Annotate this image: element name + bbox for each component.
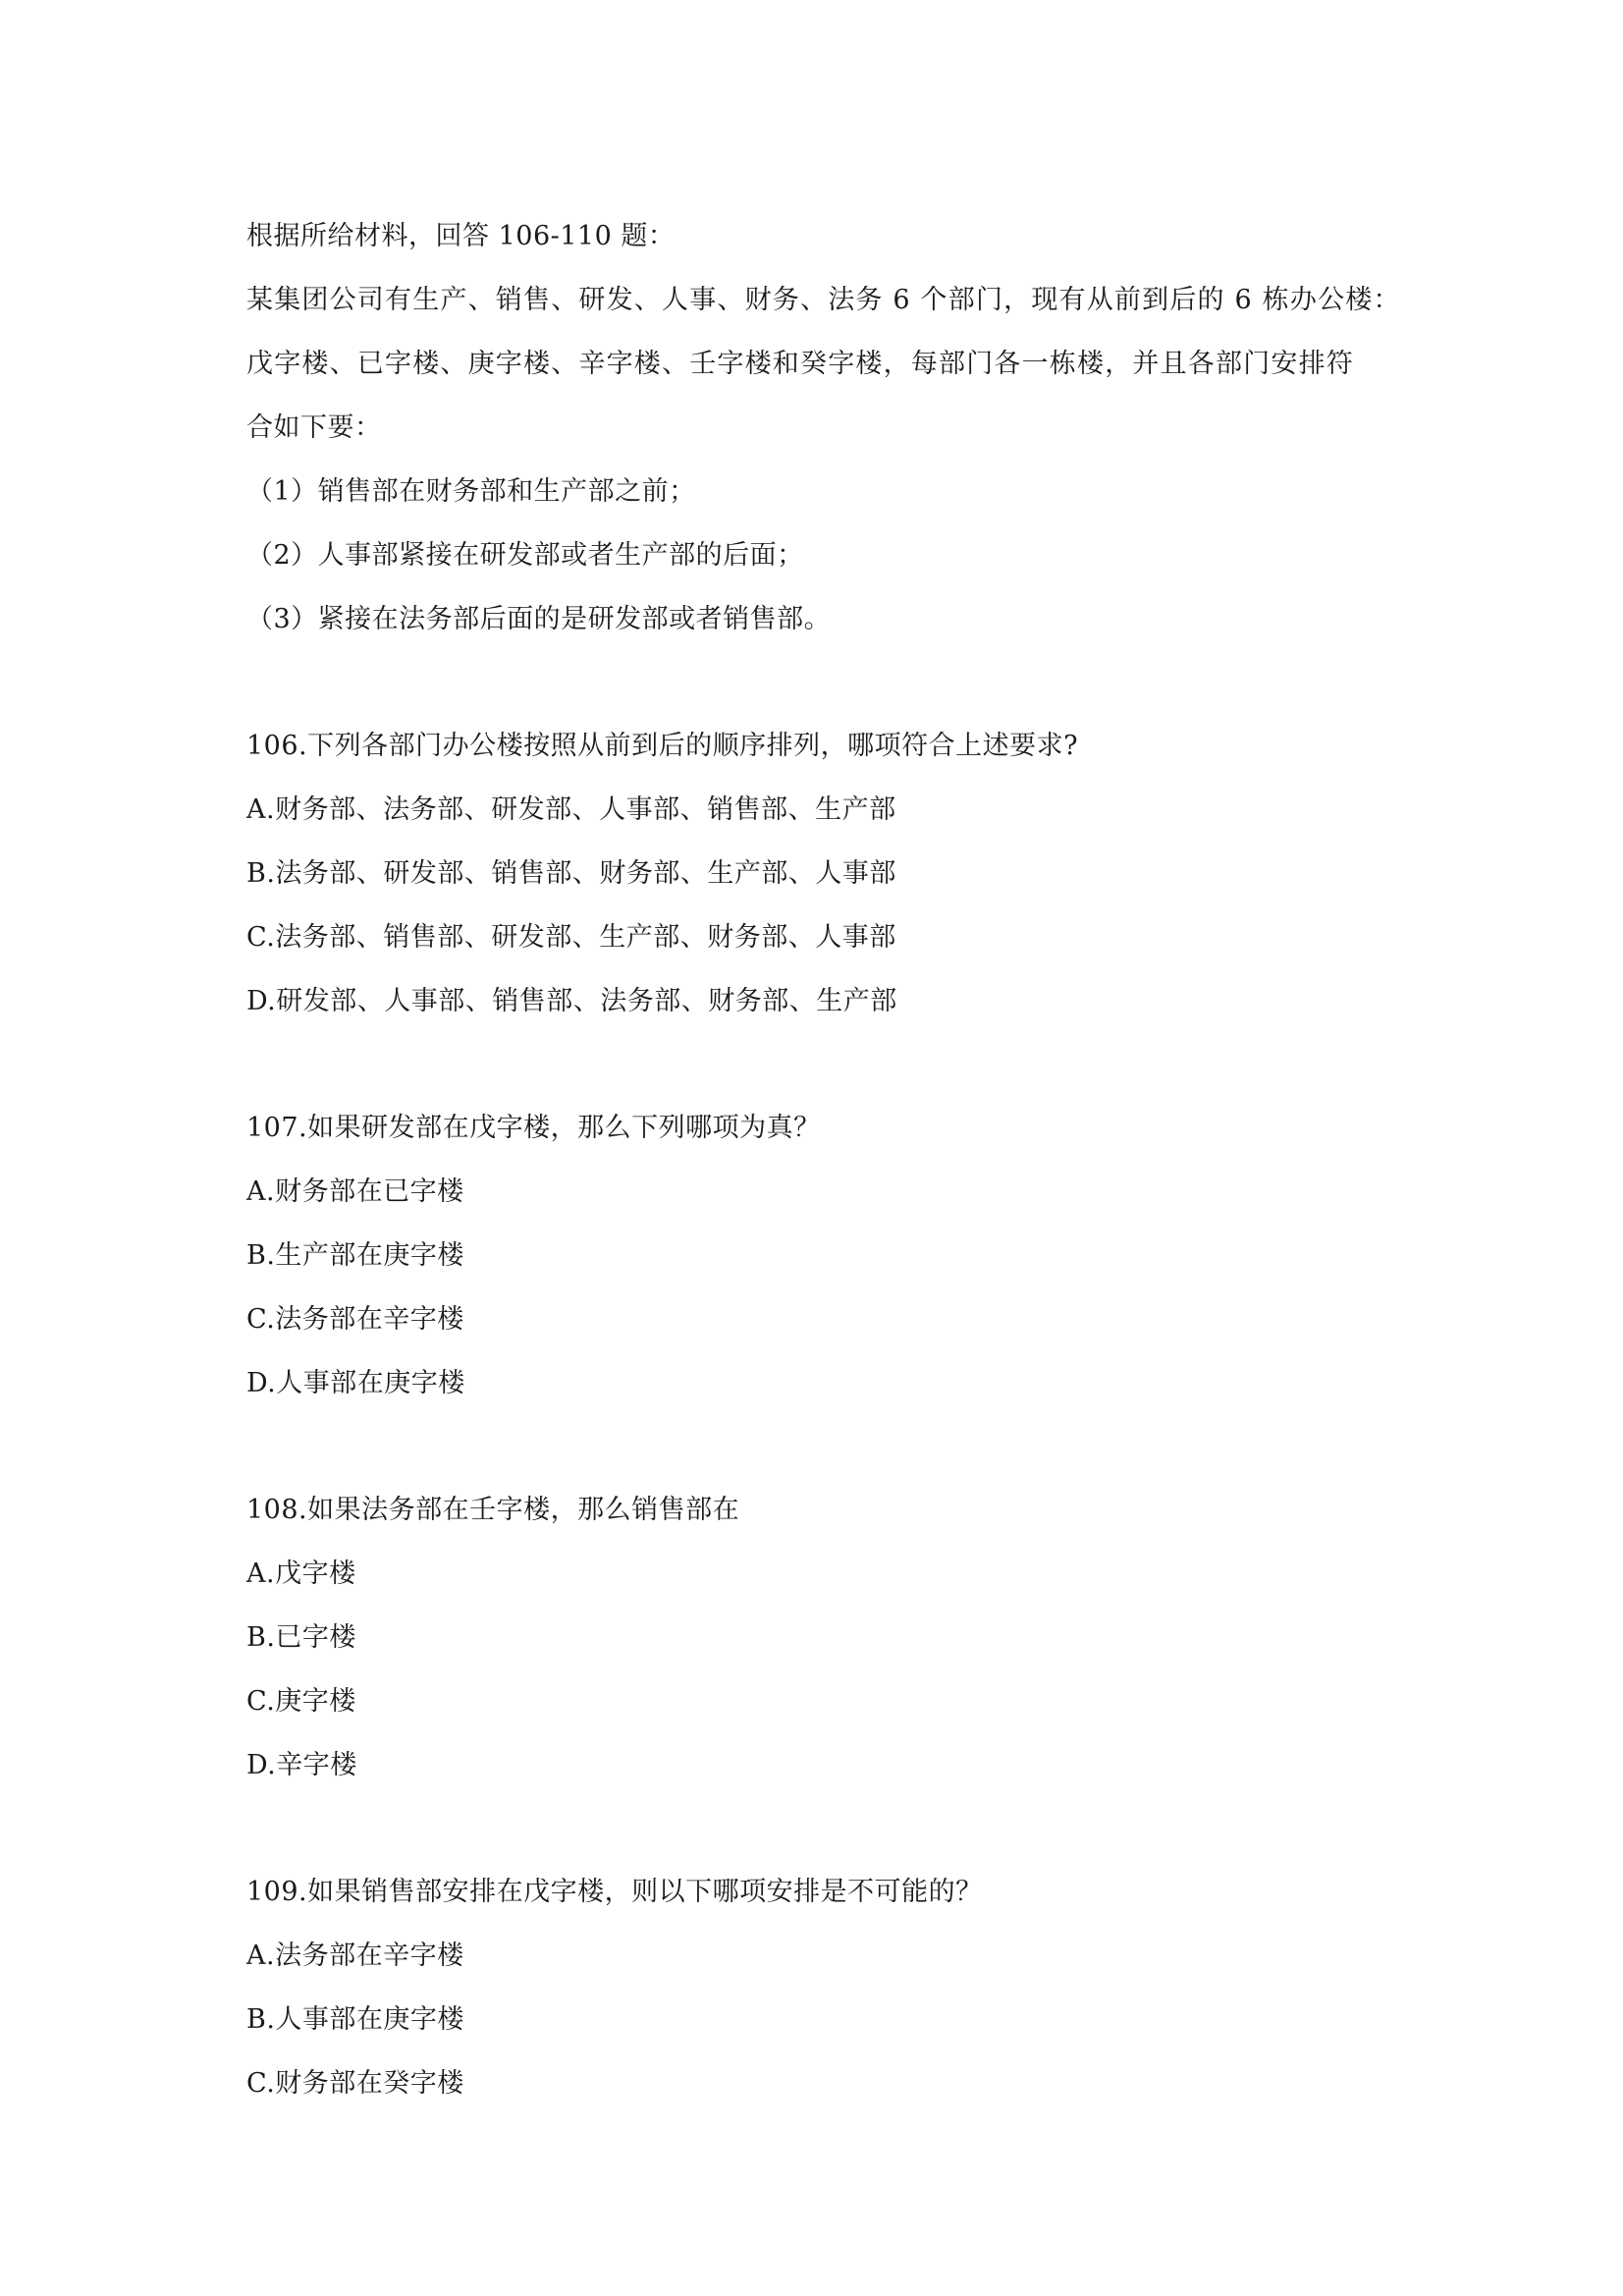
option-a: A.法务部在辛字楼 [246, 1941, 464, 1971]
option-b: B.法务部、研发部、销售部、财务部、生产部、人事部 [246, 858, 896, 889]
option-c: C.财务部在癸字楼 [246, 2068, 464, 2099]
question-stem: 106.下列各部门办公楼按照从前到后的顺序排列，哪项符合上述要求? [246, 731, 1079, 761]
question-109 [246, 1860, 1385, 2115]
question-107 [246, 1096, 1385, 1415]
option-b: B.已字楼 [246, 1622, 356, 1653]
question-106 [246, 714, 1385, 1033]
option-a: A.财务部在已字楼 [246, 1176, 464, 1207]
condition-3: （3）紧接在法务部后面的是研发部或者销售部。 [246, 604, 832, 634]
spacer [246, 1415, 1385, 1478]
option-b: B.人事部在庚字楼 [246, 2004, 464, 2035]
document-page [246, 204, 1401, 2115]
option-a: A.戊字楼 [246, 1558, 356, 1589]
option-a: A.财务部、法务部、研发部、人事部、销售部、生产部 [246, 794, 896, 825]
question-stem: 108.如果法务部在壬字楼，那么销售部在 [246, 1495, 740, 1525]
material-intro [246, 204, 1401, 651]
option-d: D.人事部在庚字楼 [246, 1368, 465, 1398]
question-108 [246, 1478, 1385, 1797]
question-stem: 107.如果研发部在戊字楼，那么下列哪项为真？ [246, 1113, 821, 1143]
material-paragraph-line: 某集团公司有生产、销售、研发、人事、财务、法务 6 个部门，现有从前到后的 6 栋办公楼： [246, 285, 1401, 315]
condition-2: （2）人事部紧接在研发部或者生产部的后面； [246, 540, 804, 571]
spacer [246, 651, 1385, 714]
option-c: C.法务部在辛字楼 [246, 1304, 464, 1335]
material-paragraph-line: 合如下要： [246, 412, 382, 443]
condition-1: （1）销售部在财务部和生产部之前； [246, 476, 696, 507]
option-c: C.法务部、销售部、研发部、生产部、财务部、人事部 [246, 922, 896, 953]
question-stem: 109.如果销售部安排在戊字楼，则以下哪项安排是不可能的？ [246, 1877, 983, 1907]
spacer [246, 1797, 1385, 1860]
option-b: B.生产部在庚字楼 [246, 1240, 464, 1271]
option-d: D.辛字楼 [246, 1750, 357, 1780]
option-d: D.研发部、人事部、销售部、法务部、财务部、生产部 [246, 986, 897, 1016]
material-paragraph-line: 戊字楼、已字楼、庚字楼、辛字楼、壬字楼和癸字楼，每部门各一栋楼，并且各部门安排符 [246, 349, 1354, 379]
material-heading: 根据所给材料，回答 106-110 题： [246, 221, 676, 251]
option-c: C.庚字楼 [246, 1686, 356, 1717]
spacer [246, 1033, 1385, 1096]
